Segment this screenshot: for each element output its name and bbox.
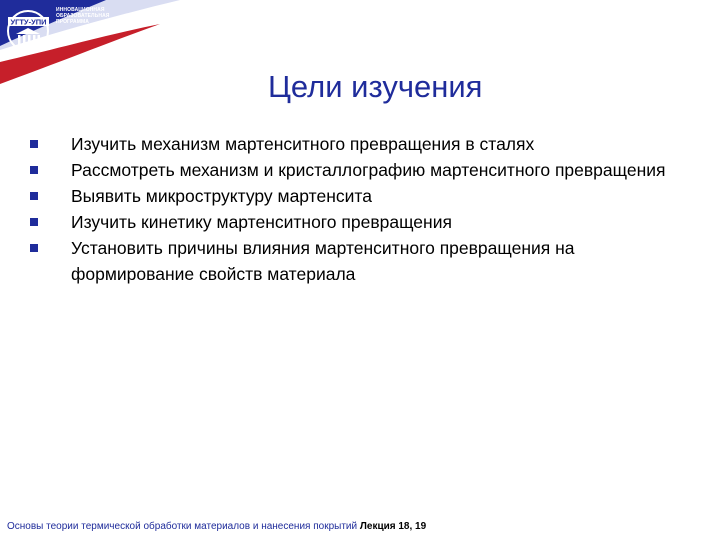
slide-title: Цели изучения [268, 69, 483, 104]
list-item [30, 209, 670, 235]
objectives-list [30, 131, 670, 287]
footer-course-title: Основы теории термической обработки материалов и нанесения покрытий [7, 521, 358, 532]
list-item [30, 183, 670, 209]
list-item [30, 131, 670, 157]
list-item-text: Установить причины влияния мартенситного превращения на формирование свойств материала [71, 238, 575, 284]
list-item-text: Изучить механизм мартенситного превращения в сталях [71, 134, 535, 154]
list-item [30, 235, 670, 287]
logo-caption: ИННОВАЦИОННАЯ ОБРАЗОВАТЕЛЬНАЯ ПРОГРАММА [56, 7, 110, 25]
list-item-text: Рассмотреть механизм и кристаллографию мартенситного превращения [71, 160, 666, 180]
university-building-icon [6, 3, 52, 57]
square-bullet-icon [30, 218, 38, 226]
square-bullet-icon [30, 244, 38, 252]
list-item [30, 157, 670, 183]
square-bullet-icon [30, 192, 38, 200]
footer-lecture-number: Лекция 18, 19 [359, 521, 427, 532]
university-logo [6, 3, 110, 61]
list-item-text: Изучить кинетику мартенситного превращения [71, 212, 452, 232]
square-bullet-icon [30, 140, 38, 148]
square-bullet-icon [30, 166, 38, 174]
svg-text:УГТУ-УПИ: УГТУ-УПИ [10, 17, 47, 27]
list-item-text: Выявить микроструктуру мартенсита [71, 186, 372, 206]
slide-footer [7, 521, 426, 533]
